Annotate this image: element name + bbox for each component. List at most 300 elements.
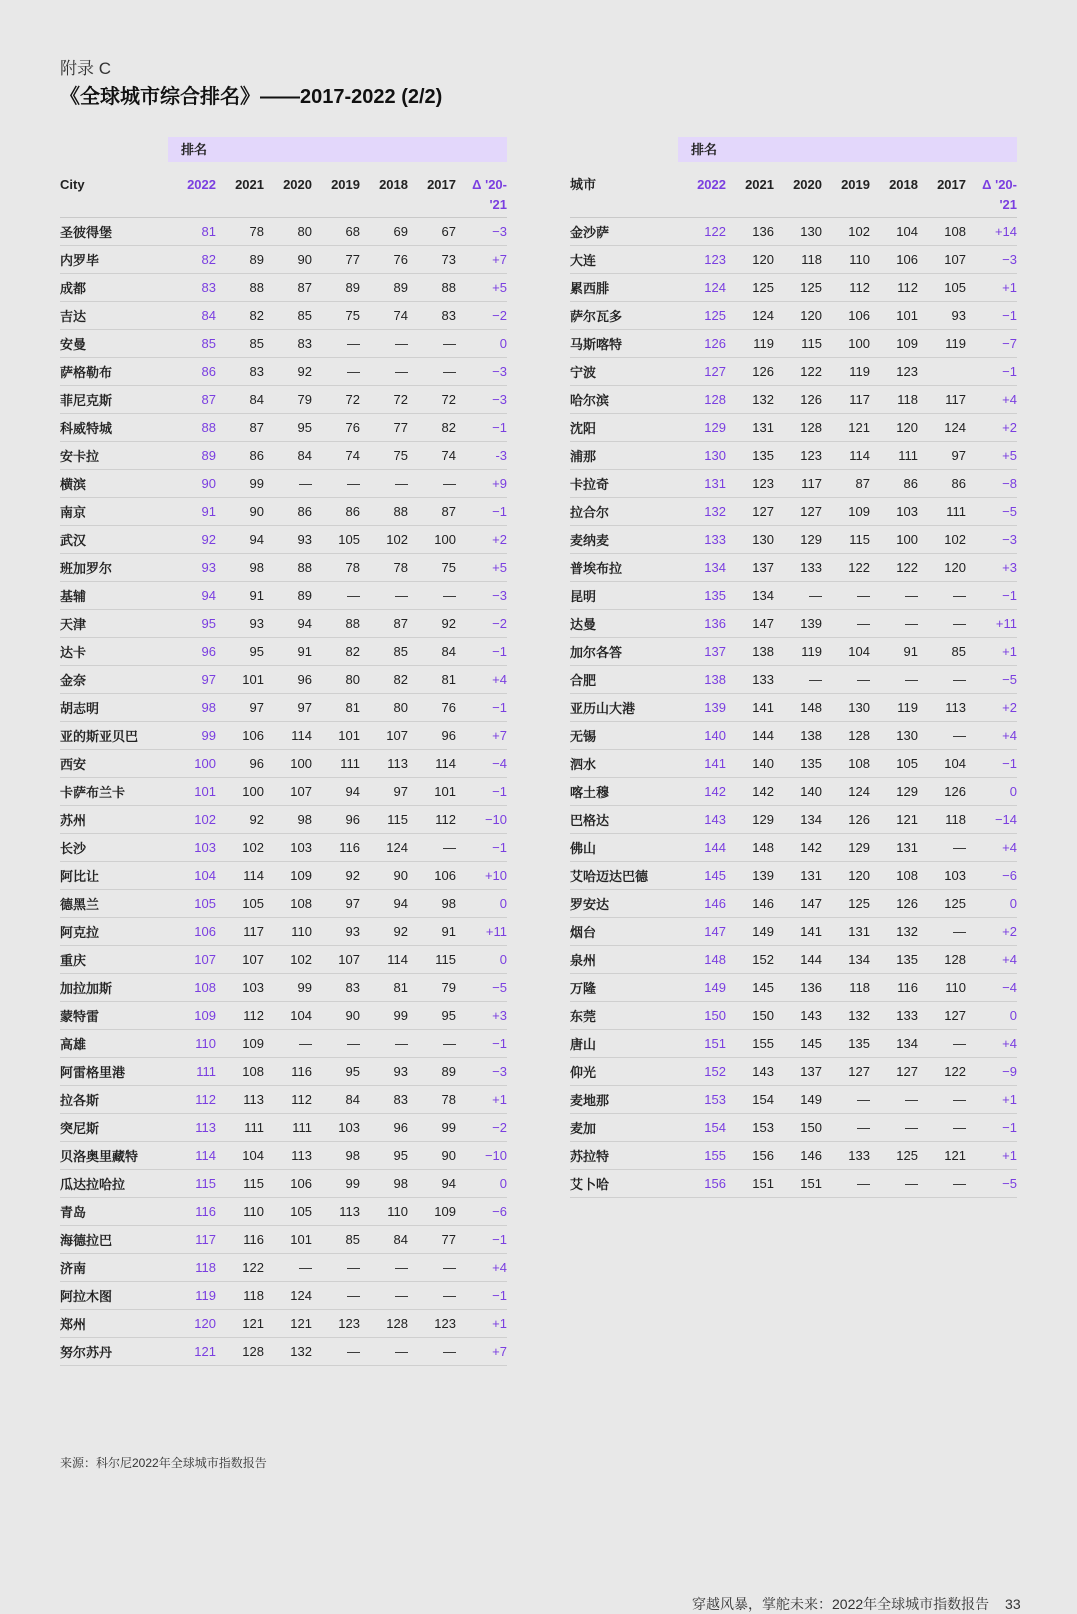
rank-value: 69 — [393, 224, 408, 239]
city-name: 德黑兰 — [60, 897, 100, 912]
rank-value: — — [953, 924, 966, 939]
column-header: 2017 — [427, 177, 456, 192]
rank-value: 122 — [896, 560, 918, 575]
rank-change: −1 — [492, 644, 507, 659]
city-name: 菲尼克斯 — [60, 393, 113, 408]
rank-value: 96 — [297, 672, 312, 687]
rank-value: 90 — [393, 868, 408, 883]
rank-value: 115 — [801, 336, 822, 351]
rank-value: 74 — [441, 448, 456, 463]
rank-value: — — [857, 616, 870, 631]
rank-value: 108 — [194, 980, 216, 995]
rank-change: −4 — [492, 756, 507, 771]
rank-value: 154 — [704, 1120, 726, 1135]
rank-change: +4 — [1002, 1036, 1017, 1051]
rank-value: 83 — [345, 980, 360, 995]
city-name: 西安 — [60, 757, 87, 772]
rank-value: 106 — [242, 728, 264, 743]
rank-value: 144 — [752, 728, 774, 743]
rank-change: +5 — [492, 560, 507, 575]
rank-value: 148 — [752, 840, 774, 855]
rank-value: 117 — [849, 392, 870, 407]
rank-value: 100 — [848, 336, 870, 351]
table-row — [60, 302, 507, 330]
rank-value: 121 — [194, 1344, 216, 1359]
rank-value: 89 — [393, 280, 408, 295]
rank-value: 135 — [800, 756, 822, 771]
table-row — [570, 246, 1017, 274]
rank-value: 90 — [201, 476, 216, 491]
rank-value: 93 — [951, 308, 966, 323]
table-row — [60, 274, 507, 302]
rank-change: −3 — [492, 588, 507, 603]
table-row — [60, 1198, 507, 1226]
table-row — [570, 498, 1017, 526]
appendix-label: 附录 C — [60, 59, 111, 78]
rank-value: 78 — [345, 560, 360, 575]
column-header-row — [570, 162, 1017, 218]
rank-value: 86 — [297, 504, 312, 519]
rank-value: — — [857, 1120, 870, 1135]
rank-value: 85 — [393, 644, 408, 659]
table-row — [60, 918, 507, 946]
rank-value: 92 — [345, 868, 360, 883]
table-row — [570, 1030, 1017, 1058]
rank-value: 95 — [393, 1148, 408, 1163]
rank-value: 97 — [951, 448, 966, 463]
rank-value: 119 — [753, 336, 774, 351]
rank-value: 132 — [290, 1344, 312, 1359]
rank-value: 125 — [896, 1148, 918, 1163]
rank-value: 134 — [752, 588, 774, 603]
rank-value: 84 — [201, 308, 216, 323]
city-name: 阿雷格里港 — [60, 1065, 126, 1080]
rank-value: 122 — [704, 224, 726, 239]
page-footer — [692, 1594, 1021, 1614]
rank-value: 140 — [752, 756, 774, 771]
rank-value: 82 — [201, 252, 216, 267]
rank-value: 156 — [752, 1148, 774, 1163]
rank-value: 123 — [800, 448, 822, 463]
rank-value: 142 — [752, 784, 774, 799]
rank-value: 86 — [345, 504, 360, 519]
rank-value: 124 — [386, 840, 408, 855]
rank-value: 105 — [242, 896, 264, 911]
city-name: 阿比让 — [60, 869, 100, 884]
rank-change: +4 — [1002, 728, 1017, 743]
city-name: 成都 — [60, 281, 87, 296]
rank-change: 0 — [1009, 1008, 1017, 1023]
rank-value: 112 — [195, 1092, 216, 1107]
rank-value: 145 — [704, 868, 726, 883]
rank-value: 93 — [393, 1064, 408, 1079]
rank-value: 86 — [249, 448, 264, 463]
rank-value: 88 — [393, 504, 408, 519]
rank-value: 99 — [297, 980, 312, 995]
column-header: 2021 — [235, 177, 264, 192]
city-name: 南京 — [60, 505, 87, 520]
rank-value: 130 — [704, 448, 726, 463]
rank-value: 83 — [393, 1092, 408, 1107]
table-row — [60, 358, 507, 386]
rank-value: 91 — [441, 924, 456, 939]
rank-value: 122 — [848, 560, 870, 575]
table-row — [570, 638, 1017, 666]
rank-value: 101 — [434, 784, 456, 799]
table-row — [60, 1086, 507, 1114]
rank-value: 124 — [290, 1288, 312, 1303]
rank-value: — — [905, 672, 918, 687]
rank-value: 103 — [242, 980, 264, 995]
rank-header-band: 排名 — [168, 137, 507, 162]
rank-value: 79 — [441, 980, 456, 995]
rank-value: 85 — [201, 336, 216, 351]
table-row — [570, 806, 1017, 834]
rank-value: 143 — [704, 812, 726, 827]
rank-value: 130 — [752, 532, 774, 547]
rank-value: 87 — [201, 392, 216, 407]
table-row — [60, 386, 507, 414]
rank-value: 119 — [849, 364, 870, 379]
table-row — [60, 750, 507, 778]
rank-value: 136 — [752, 224, 774, 239]
rank-value: 117 — [195, 1232, 216, 1247]
city-name: 麦地那 — [570, 1093, 610, 1108]
city-name: 卡拉奇 — [570, 477, 610, 492]
table-row — [60, 1338, 507, 1366]
table-row — [570, 778, 1017, 806]
rank-value: 146 — [704, 896, 726, 911]
ranking-table-left — [60, 137, 507, 1366]
rank-value: 83 — [201, 280, 216, 295]
rank-change: +4 — [492, 1260, 507, 1275]
rank-value: 78 — [393, 560, 408, 575]
rank-value: 106 — [194, 924, 216, 939]
city-name: 无锡 — [570, 729, 597, 744]
city-name: 海德拉巴 — [60, 1233, 113, 1248]
rank-change: +3 — [492, 1008, 507, 1023]
rank-change: -3 — [495, 448, 507, 463]
rank-value: 151 — [800, 1176, 822, 1191]
rank-value: 104 — [290, 1008, 312, 1023]
rank-change: −6 — [1002, 868, 1017, 883]
rank-value: 153 — [704, 1092, 726, 1107]
rank-value: 122 — [800, 364, 822, 379]
rank-value: 118 — [897, 392, 918, 407]
rank-value: 131 — [704, 476, 726, 491]
rank-value: 84 — [441, 644, 456, 659]
rank-change: −5 — [1002, 672, 1017, 687]
table-row — [570, 610, 1017, 638]
rank-value: 113 — [291, 1148, 312, 1163]
city-name: 亚的斯亚贝巴 — [60, 729, 139, 744]
rank-value: 100 — [434, 532, 456, 547]
rank-value: 83 — [297, 336, 312, 351]
rank-value: 135 — [848, 1036, 870, 1051]
rank-value: 119 — [897, 700, 918, 715]
rank-value: 82 — [345, 644, 360, 659]
city-name: 阿拉木图 — [60, 1289, 113, 1304]
table-row — [570, 1002, 1017, 1030]
rank-value: 121 — [848, 420, 870, 435]
rank-value: 145 — [752, 980, 774, 995]
rank-value: 116 — [339, 840, 360, 855]
table-row — [60, 778, 507, 806]
city-name: 内罗毕 — [60, 253, 100, 268]
rank-value: 90 — [249, 504, 264, 519]
column-header-row — [60, 162, 507, 218]
table-row — [570, 470, 1017, 498]
rank-change: −3 — [492, 224, 507, 239]
rank-value: 81 — [441, 672, 456, 687]
table-row — [570, 1058, 1017, 1086]
rank-value: — — [953, 1120, 966, 1135]
rank-value: 98 — [249, 560, 264, 575]
rank-value: — — [347, 1036, 360, 1051]
rank-value: — — [347, 1344, 360, 1359]
rank-change: 0 — [499, 1176, 507, 1191]
rank-value: 115 — [243, 1176, 264, 1191]
rank-change: +4 — [1002, 392, 1017, 407]
table-row — [60, 890, 507, 918]
rank-value: — — [443, 840, 456, 855]
city-name: 安曼 — [60, 337, 87, 352]
rank-value: 128 — [944, 952, 966, 967]
rank-value: 130 — [896, 728, 918, 743]
table-row — [570, 554, 1017, 582]
table-row — [60, 1310, 507, 1338]
table-row — [570, 582, 1017, 610]
rank-value: 105 — [896, 756, 918, 771]
city-name: 大连 — [570, 253, 597, 268]
table-row — [60, 610, 507, 638]
rank-value: 107 — [242, 952, 264, 967]
rank-value: 99 — [393, 1008, 408, 1023]
rank-value: — — [443, 336, 456, 351]
rank-change: −2 — [492, 1120, 507, 1135]
rank-value: 118 — [801, 252, 822, 267]
rank-value: 123 — [752, 476, 774, 491]
rank-value: 121 — [242, 1316, 264, 1331]
rank-value: 142 — [800, 840, 822, 855]
rank-value: 120 — [848, 868, 870, 883]
rank-value: 124 — [848, 784, 870, 799]
city-name: 罗安达 — [570, 897, 610, 912]
rank-value: 127 — [848, 1064, 870, 1079]
table-row — [60, 1254, 507, 1282]
table-row — [60, 554, 507, 582]
rank-change: +1 — [1002, 1092, 1017, 1107]
table-row — [570, 1086, 1017, 1114]
rank-value: 96 — [441, 728, 456, 743]
table-row — [60, 1002, 507, 1030]
rank-value: — — [347, 364, 360, 379]
rank-value: — — [905, 1120, 918, 1135]
table-row — [60, 330, 507, 358]
table-row — [570, 974, 1017, 1002]
rank-value: 127 — [800, 504, 822, 519]
table-row — [570, 750, 1017, 778]
city-name: 苏拉特 — [570, 1149, 610, 1164]
rank-value: 72 — [393, 392, 408, 407]
rank-value: 99 — [201, 728, 216, 743]
rank-change: −10 — [484, 812, 507, 827]
rank-value: 100 — [290, 756, 312, 771]
rank-value: 94 — [201, 588, 216, 603]
rank-value: 85 — [249, 336, 264, 351]
rank-change: −8 — [1002, 476, 1017, 491]
rank-value: 129 — [704, 420, 726, 435]
rank-value: 105 — [194, 896, 216, 911]
rank-value: 133 — [800, 560, 822, 575]
rank-value: 106 — [848, 308, 870, 323]
city-name: 浦那 — [570, 449, 597, 464]
rank-change: −1 — [492, 420, 507, 435]
city-name: 亚历山大港 — [570, 701, 636, 716]
rank-value: 80 — [297, 224, 312, 239]
rank-value: 102 — [194, 812, 216, 827]
rank-value: 119 — [801, 644, 822, 659]
rank-value: 98 — [441, 896, 456, 911]
column-header: 2017 — [937, 177, 966, 192]
rank-value: 119 — [195, 1288, 216, 1303]
city-name: 烟台 — [570, 925, 597, 940]
rank-value: 109 — [896, 336, 918, 351]
table-row — [60, 498, 507, 526]
rank-value: 88 — [297, 560, 312, 575]
rank-value: 131 — [800, 868, 822, 883]
rank-value: — — [347, 1260, 360, 1275]
rank-value: 90 — [345, 1008, 360, 1023]
rank-change: +4 — [492, 672, 507, 687]
rank-value: 120 — [896, 420, 918, 435]
rank-value: 100 — [242, 784, 264, 799]
footer-report-title: 穿越风暴，掌舵未来：2022年全球城市指数报告 — [692, 1596, 990, 1612]
table-row — [60, 722, 507, 750]
rank-value: 106 — [434, 868, 456, 883]
rank-value: 118 — [243, 1288, 264, 1303]
rank-value: — — [347, 588, 360, 603]
rank-change: −1 — [492, 784, 507, 799]
rank-value: 111 — [340, 756, 360, 771]
rank-value: 104 — [242, 1148, 264, 1163]
city-name: 麦加 — [570, 1121, 597, 1136]
city-name: 萨格勒布 — [60, 365, 113, 380]
rank-value: 138 — [704, 672, 726, 687]
column-header: 2019 — [841, 177, 870, 192]
rank-value: 95 — [345, 1064, 360, 1079]
rank-value: 99 — [441, 1120, 456, 1135]
rank-value: 104 — [194, 868, 216, 883]
rank-value: 111 — [898, 448, 918, 463]
table-row — [60, 638, 507, 666]
rank-value: 154 — [752, 1092, 774, 1107]
table-row — [60, 1030, 507, 1058]
rank-change: −14 — [994, 812, 1017, 827]
city-name: 东莞 — [570, 1009, 597, 1024]
column-header: 2021 — [745, 177, 774, 192]
rank-value: 141 — [704, 756, 726, 771]
rank-value: — — [953, 1176, 966, 1191]
rank-value: 76 — [345, 420, 360, 435]
rank-change: +14 — [994, 224, 1017, 239]
rank-header-band: 排名 — [678, 137, 1017, 162]
city-name: 马斯喀特 — [570, 337, 623, 352]
rank-value: 91 — [903, 644, 918, 659]
rank-value: 86 — [201, 364, 216, 379]
city-name: 沈阳 — [570, 421, 597, 436]
rank-value: 113 — [387, 756, 408, 771]
column-header: 2020 — [793, 177, 822, 192]
rank-value: 97 — [297, 700, 312, 715]
rank-value: 75 — [393, 448, 408, 463]
rank-change: +2 — [1002, 420, 1017, 435]
column-header: 2018 — [889, 177, 918, 192]
rank-value: 98 — [201, 700, 216, 715]
rank-value: 122 — [944, 1064, 966, 1079]
table-row — [60, 1282, 507, 1310]
rank-value: 133 — [896, 1008, 918, 1023]
rank-value: 76 — [441, 700, 456, 715]
rank-value: 87 — [249, 420, 264, 435]
rank-value: 74 — [393, 308, 408, 323]
rank-value: 137 — [752, 560, 774, 575]
rank-value: 132 — [704, 504, 726, 519]
rank-value: 103 — [338, 1120, 360, 1135]
rank-value: 84 — [297, 448, 312, 463]
rank-value: 89 — [297, 588, 312, 603]
rank-change: −1 — [1002, 364, 1017, 379]
rank-value: 116 — [897, 980, 918, 995]
rank-value: 136 — [704, 616, 726, 631]
rank-value: 94 — [297, 616, 312, 631]
rank-value: 102 — [848, 224, 870, 239]
rank-value: 92 — [249, 812, 264, 827]
rank-value: 67 — [441, 224, 456, 239]
rank-value: 111 — [244, 1120, 264, 1135]
rank-value: — — [443, 1344, 456, 1359]
table-row — [60, 1226, 507, 1254]
rank-value: — — [443, 364, 456, 379]
rank-value: 102 — [386, 532, 408, 547]
column-header: 城市 — [570, 177, 597, 192]
table-row — [60, 470, 507, 498]
rank-value: 91 — [297, 644, 312, 659]
rank-value: 90 — [441, 1148, 456, 1163]
rank-value: 121 — [944, 1148, 966, 1163]
rank-value: 87 — [855, 476, 870, 491]
rank-value: 93 — [297, 532, 312, 547]
rank-value: 110 — [945, 980, 966, 995]
rank-value: 135 — [752, 448, 774, 463]
city-name: 佛山 — [570, 841, 597, 856]
city-name: 吉达 — [60, 309, 87, 324]
rank-value: 131 — [896, 840, 918, 855]
table-row — [570, 946, 1017, 974]
rank-value: 138 — [800, 728, 822, 743]
rank-value: 108 — [290, 896, 312, 911]
rank-value: 125 — [704, 308, 726, 323]
rank-value: 88 — [201, 420, 216, 435]
rank-change: +7 — [492, 1344, 507, 1359]
rank-value: 105 — [944, 280, 966, 295]
rank-value: 110 — [195, 1036, 216, 1051]
rank-change: −3 — [492, 1064, 507, 1079]
rank-change: +2 — [1002, 924, 1017, 939]
city-name: 拉合尔 — [570, 505, 610, 520]
city-name: 阿克拉 — [60, 925, 100, 940]
city-name: 艾卜哈 — [570, 1177, 610, 1192]
